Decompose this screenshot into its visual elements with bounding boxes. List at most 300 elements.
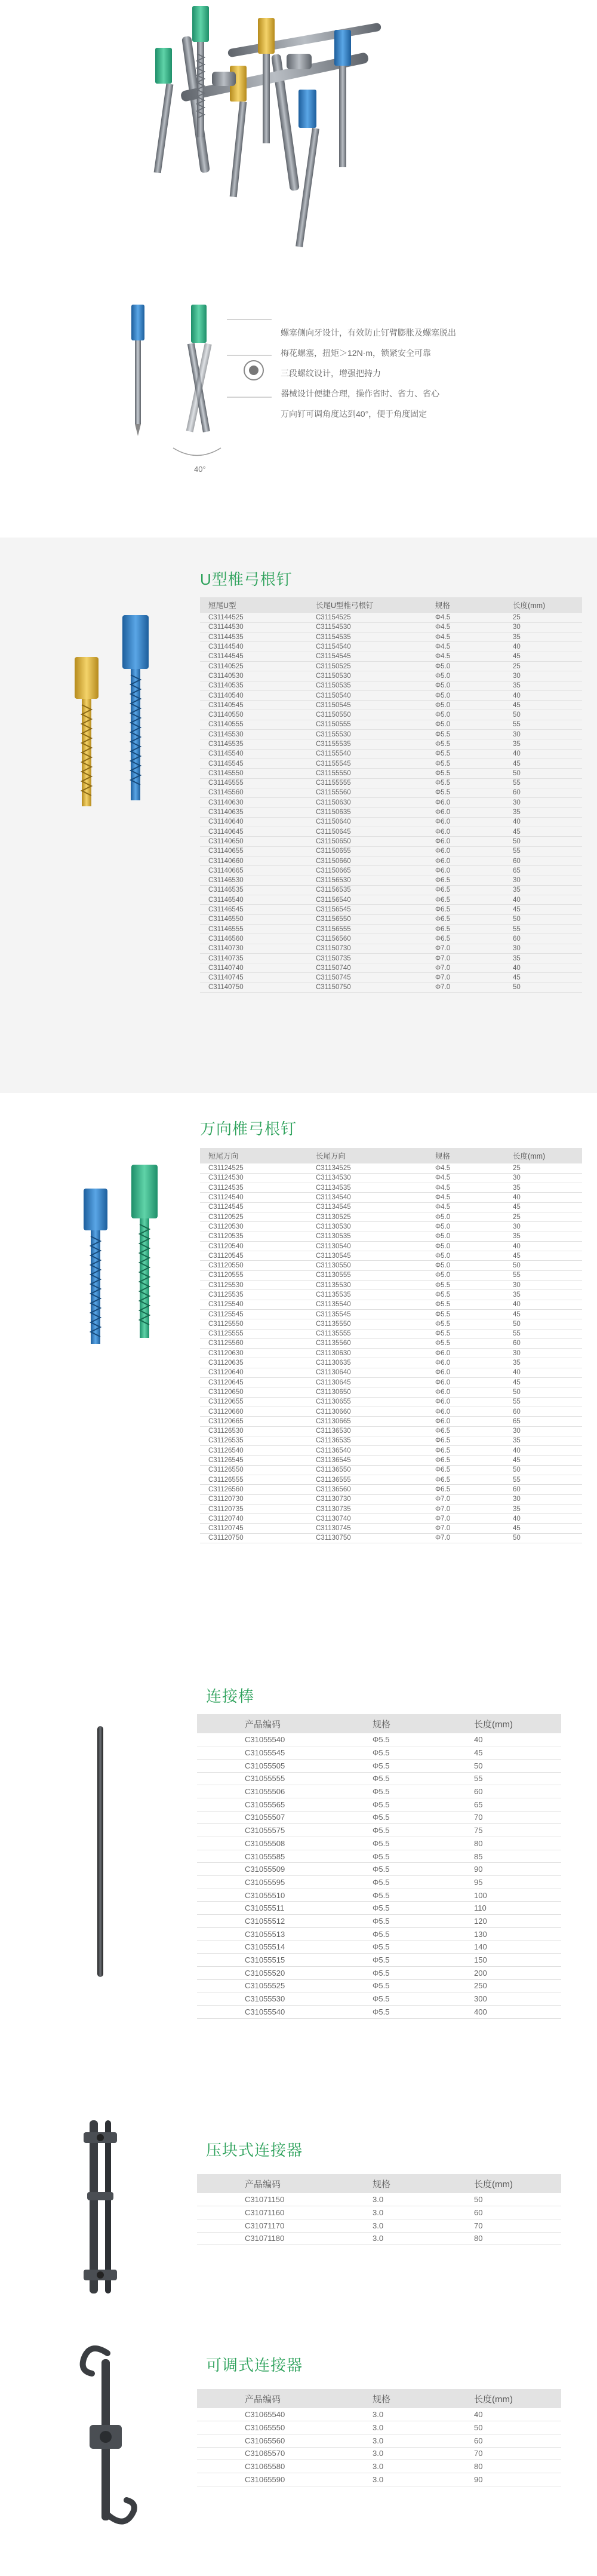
- table-cell: C31065590: [197, 2473, 364, 2486]
- table-cell: C31055510: [197, 1889, 364, 1902]
- table-cell: Φ5.5: [364, 1811, 466, 1824]
- table-cell: 95: [466, 1876, 561, 1889]
- table-cell: 50: [504, 1533, 582, 1543]
- table-cell: C31140745: [200, 973, 307, 982]
- table-cell: C31120540: [200, 1241, 307, 1251]
- table-cell: C31154525: [307, 613, 427, 622]
- table-cell: 65: [466, 1798, 561, 1811]
- table-cell: C31146550: [200, 914, 307, 924]
- table-cell: C31055575: [197, 1824, 364, 1837]
- table-cell: Φ6.0: [427, 798, 504, 808]
- table-cell: 50: [504, 710, 582, 720]
- table-cell: C31136530: [307, 1426, 427, 1436]
- table-row: [200, 1426, 582, 1436]
- table-cell: 35: [504, 633, 582, 642]
- table-cell: Φ7.0: [427, 982, 504, 992]
- table-row: [200, 856, 582, 865]
- table-row: [197, 1785, 561, 1798]
- table-cell: 60: [504, 1338, 582, 1348]
- table-cell: C31055540: [197, 1733, 364, 1746]
- table-cell: Φ4.5: [427, 1183, 504, 1193]
- feature-item: 三段螺纹设计，增强把持力: [281, 369, 381, 378]
- table-cell: C31146545: [200, 905, 307, 914]
- section-title: U型椎弓根钉: [200, 570, 293, 588]
- table-row: [200, 1251, 582, 1261]
- table-cell: C31124525: [200, 1163, 307, 1173]
- table-cell: 35: [504, 1290, 582, 1300]
- table-row: [200, 895, 582, 905]
- table-row: [200, 1173, 582, 1183]
- table-row: [200, 1270, 582, 1280]
- table-cell: C31145530: [200, 730, 307, 739]
- table-cell: 40: [504, 1368, 582, 1377]
- table-cell: 140: [466, 1941, 561, 1954]
- connecting-rod-image: [94, 1726, 106, 1977]
- table-cell: 3.0: [364, 2219, 466, 2232]
- table-cell: C31130555: [307, 1270, 427, 1280]
- table-cell: Φ6.0: [427, 1407, 504, 1416]
- table-cell: 45: [466, 1746, 561, 1760]
- table-cell: 55: [504, 1329, 582, 1338]
- table-cell: C31065570: [197, 2447, 364, 2460]
- table-cell: Φ7.0: [427, 1504, 504, 1513]
- table-cell: C31126545: [200, 1456, 307, 1465]
- table-cell: C31134530: [307, 1173, 427, 1183]
- table-cell: C31065580: [197, 2460, 364, 2473]
- table-row: [197, 1889, 561, 1902]
- table-cell: C31155545: [307, 759, 427, 768]
- table-cell: C31125555: [200, 1329, 307, 1338]
- table-cell: Φ5.5: [364, 1941, 466, 1954]
- column-header: 产品编码: [197, 2389, 364, 2408]
- table-row: [200, 1504, 582, 1513]
- table-cell: C31135535: [307, 1290, 427, 1300]
- table-cell: 80: [466, 2232, 561, 2245]
- table-cell: Φ6.5: [427, 1426, 504, 1436]
- table-cell: 45: [504, 1378, 582, 1387]
- table-cell: C31150530: [307, 671, 427, 681]
- table-cell: Φ5.5: [427, 1309, 504, 1319]
- table-cell: C31055506: [197, 1785, 364, 1798]
- table-cell: C31134545: [307, 1202, 427, 1212]
- table-cell: C31145535: [200, 739, 307, 749]
- table-cell: Φ5.0: [427, 1232, 504, 1241]
- table-cell: 3.0: [364, 2447, 466, 2460]
- table-cell: C31136550: [307, 1465, 427, 1475]
- table-cell: C31140635: [200, 808, 307, 817]
- table-row: [200, 1300, 582, 1309]
- table-cell: C31071180: [197, 2232, 364, 2245]
- table-cell: Φ4.5: [427, 642, 504, 652]
- table-row: [200, 701, 582, 710]
- table-cell: 40: [466, 2408, 561, 2421]
- table-cell: C31065540: [197, 2408, 364, 2421]
- table-cell: C31125550: [200, 1319, 307, 1329]
- table-cell: C31120665: [200, 1417, 307, 1426]
- table-cell: Φ5.5: [364, 1772, 466, 1785]
- table-cell: Φ5.5: [427, 739, 504, 749]
- table-cell: 55: [504, 778, 582, 788]
- table-cell: 60: [504, 934, 582, 944]
- table-cell: C31140630: [200, 798, 307, 808]
- table-cell: 50: [466, 2421, 561, 2434]
- connecting-rod-section: [0, 1648, 597, 2126]
- table-cell: C31150635: [307, 808, 427, 817]
- table-cell: Φ5.0: [427, 1270, 504, 1280]
- feature-section: [0, 287, 597, 484]
- table-cell: C31055555: [197, 1772, 364, 1785]
- table-cell: 40: [504, 817, 582, 827]
- table-cell: C31146535: [200, 885, 307, 895]
- feature-list: [281, 323, 531, 424]
- table-cell: C31140645: [200, 827, 307, 837]
- compression-connector-spec-table: [197, 2174, 561, 2245]
- compression-connector-image: [66, 2108, 137, 2299]
- table-cell: 50: [504, 1387, 582, 1397]
- table-cell: C31140640: [200, 817, 307, 827]
- table-cell: C31124530: [200, 1173, 307, 1183]
- table-cell: C31145540: [200, 749, 307, 759]
- table-cell: 50: [504, 982, 582, 992]
- table-cell: Φ5.0: [427, 710, 504, 720]
- table-row: [200, 613, 582, 622]
- table-cell: 120: [466, 1915, 561, 1928]
- table-row: [200, 808, 582, 817]
- table-row: [197, 2460, 561, 2473]
- table-cell: C31055585: [197, 1850, 364, 1863]
- table-cell: C31150630: [307, 798, 427, 808]
- table-cell: Φ4.5: [427, 1193, 504, 1202]
- table-cell: 130: [466, 1927, 561, 1941]
- table-row: [200, 633, 582, 642]
- table-row: [200, 1407, 582, 1416]
- column-header: 短尾U型: [200, 597, 307, 613]
- table-cell: 35: [504, 1232, 582, 1241]
- u-type-spec-table: [200, 597, 582, 993]
- table-row: [200, 953, 582, 963]
- table-cell: C31055565: [197, 1798, 364, 1811]
- table-cell: 55: [504, 1397, 582, 1407]
- table-cell: Φ6.0: [427, 846, 504, 856]
- table-row: [200, 1193, 582, 1202]
- screw-feature-diagram: [107, 299, 275, 472]
- polyaxial-screws-image: [72, 1159, 179, 1350]
- table-cell: Φ5.5: [427, 1290, 504, 1300]
- table-cell: C31134525: [307, 1163, 427, 1173]
- table-cell: C31055508: [197, 1837, 364, 1850]
- table-cell: C31120530: [200, 1222, 307, 1232]
- table-row: [197, 1798, 561, 1811]
- table-row: [200, 1281, 582, 1290]
- table-cell: C31140650: [200, 837, 307, 846]
- table-cell: 3.0: [364, 2232, 466, 2245]
- table-cell: C31145545: [200, 759, 307, 768]
- table-cell: 45: [504, 759, 582, 768]
- table-cell: C31135545: [307, 1309, 427, 1319]
- table-cell: 60: [504, 856, 582, 865]
- table-row: [200, 739, 582, 749]
- table-cell: C31136540: [307, 1446, 427, 1456]
- table-cell: C31120735: [200, 1504, 307, 1513]
- table-cell: Φ5.5: [364, 1850, 466, 1863]
- table-row: [200, 1397, 582, 1407]
- table-cell: Φ5.0: [427, 720, 504, 729]
- table-cell: 70: [466, 2447, 561, 2460]
- table-cell: Φ6.0: [427, 1349, 504, 1358]
- table-row: [200, 817, 582, 827]
- table-row: [200, 1319, 582, 1329]
- table-cell: 40: [504, 1300, 582, 1309]
- table-cell: C31150740: [307, 963, 427, 973]
- table-row: [197, 1915, 561, 1928]
- table-cell: C31150525: [307, 661, 427, 671]
- table-cell: C31126540: [200, 1446, 307, 1456]
- table-cell: C31150550: [307, 710, 427, 720]
- table-cell: C31156550: [307, 914, 427, 924]
- table-row: [200, 1309, 582, 1319]
- table-cell: 30: [504, 798, 582, 808]
- table-row: [200, 944, 582, 953]
- table-row: [197, 1837, 561, 1850]
- connecting-rod-spec-table: [197, 1714, 561, 2019]
- table-cell: Φ5.5: [427, 1300, 504, 1309]
- table-cell: C31140525: [200, 661, 307, 671]
- table-cell: 90: [466, 2473, 561, 2486]
- table-cell: Φ6.5: [427, 1475, 504, 1485]
- table-cell: 55: [504, 925, 582, 934]
- table-cell: C31126560: [200, 1485, 307, 1494]
- table-cell: C31055545: [197, 1746, 364, 1760]
- table-cell: C31154530: [307, 622, 427, 632]
- table-cell: C31156535: [307, 885, 427, 895]
- table-cell: Φ5.5: [364, 2005, 466, 2018]
- table-cell: C31130730: [307, 1494, 427, 1504]
- table-cell: 30: [504, 622, 582, 632]
- table-cell: C31155540: [307, 749, 427, 759]
- table-cell: C31125535: [200, 1290, 307, 1300]
- table-cell: 3.0: [364, 2206, 466, 2219]
- table-row: [200, 963, 582, 973]
- table-cell: C31155550: [307, 769, 427, 778]
- table-cell: 110: [466, 1902, 561, 1915]
- table-row: [200, 925, 582, 934]
- table-cell: C31055513: [197, 1927, 364, 1941]
- table-cell: Φ6.0: [427, 827, 504, 837]
- table-cell: C31134540: [307, 1193, 427, 1202]
- table-cell: C31120750: [200, 1533, 307, 1543]
- table-row: [200, 1465, 582, 1475]
- table-cell: Φ6.5: [427, 895, 504, 905]
- table-cell: Φ5.5: [364, 1889, 466, 1902]
- table-cell: 30: [504, 671, 582, 681]
- table-row: [197, 2232, 561, 2245]
- table-cell: C31145550: [200, 769, 307, 778]
- table-cell: Φ4.5: [427, 622, 504, 632]
- table-row: [200, 1378, 582, 1387]
- table-cell: C31055509: [197, 1863, 364, 1876]
- table-cell: C31130645: [307, 1378, 427, 1387]
- table-cell: Φ6.5: [427, 885, 504, 895]
- table-row: [200, 1475, 582, 1485]
- column-header: 长尾U型椎弓根钉: [307, 597, 427, 613]
- table-row: [200, 661, 582, 671]
- table-cell: C31126530: [200, 1426, 307, 1436]
- table-cell: 30: [504, 1426, 582, 1436]
- table-row: [197, 2005, 561, 2018]
- table-cell: Φ6.5: [427, 925, 504, 934]
- table-cell: C31136535: [307, 1436, 427, 1445]
- table-cell: 45: [504, 1456, 582, 1465]
- table-row: [200, 749, 582, 759]
- feature-item: 万向钉可调角度达到40°，便于角度固定: [281, 409, 427, 419]
- table-row: [197, 1824, 561, 1837]
- table-cell: C31120745: [200, 1524, 307, 1533]
- table-cell: C31130545: [307, 1251, 427, 1261]
- table-row: [200, 1485, 582, 1494]
- table-row: [200, 973, 582, 982]
- table-row: [200, 690, 582, 700]
- table-cell: C31155535: [307, 739, 427, 749]
- table-cell: Φ5.5: [364, 1876, 466, 1889]
- table-cell: Φ6.0: [427, 1368, 504, 1377]
- table-cell: C31055514: [197, 1941, 364, 1954]
- table-cell: Φ5.5: [364, 1798, 466, 1811]
- table-cell: C31140530: [200, 671, 307, 681]
- table-cell: C31136560: [307, 1485, 427, 1494]
- table-cell: 250: [466, 1979, 561, 1992]
- table-cell: 45: [504, 1309, 582, 1319]
- table-cell: Φ5.5: [364, 1837, 466, 1850]
- table-cell: C31146560: [200, 934, 307, 944]
- table-row: [197, 2473, 561, 2486]
- table-row: [197, 1966, 561, 1979]
- table-row: [200, 778, 582, 788]
- table-row: [200, 1261, 582, 1270]
- feature-item: 梅花螺塞，扭矩＞12N·m，锁紧安全可靠: [281, 348, 432, 358]
- table-cell: 30: [504, 1494, 582, 1504]
- table-cell: 35: [504, 953, 582, 963]
- table-cell: C31130660: [307, 1407, 427, 1416]
- table-cell: Φ5.5: [364, 1863, 466, 1876]
- table-cell: 35: [504, 681, 582, 690]
- table-cell: C31124545: [200, 1202, 307, 1212]
- table-cell: Φ5.5: [427, 1319, 504, 1329]
- table-cell: 40: [504, 749, 582, 759]
- column-header: 规格: [364, 2174, 466, 2193]
- table-cell: C31144525: [200, 613, 307, 622]
- table-cell: Φ5.5: [427, 730, 504, 739]
- table-cell: C31055515: [197, 1954, 364, 1967]
- table-cell: C31120635: [200, 1358, 307, 1368]
- table-row: [200, 720, 582, 729]
- table-cell: C31150730: [307, 944, 427, 953]
- table-row: [200, 681, 582, 690]
- table-row: [200, 1494, 582, 1504]
- table-cell: 40: [504, 690, 582, 700]
- column-header: 规格: [427, 597, 504, 613]
- table-cell: C31055525: [197, 1979, 364, 1992]
- table-cell: C31130745: [307, 1524, 427, 1533]
- table-cell: C31140550: [200, 710, 307, 720]
- table-cell: C31144540: [200, 642, 307, 652]
- table-cell: Φ5.5: [364, 1746, 466, 1760]
- table-cell: C31150660: [307, 856, 427, 865]
- table-cell: Φ5.0: [427, 1261, 504, 1270]
- table-cell: C31140540: [200, 690, 307, 700]
- hero-section: [0, 0, 597, 281]
- table-row: [197, 1941, 561, 1954]
- table-cell: Φ5.5: [364, 1992, 466, 2006]
- table-cell: Φ5.0: [427, 671, 504, 681]
- table-cell: Φ5.5: [364, 1785, 466, 1798]
- table-cell: Φ5.0: [427, 1212, 504, 1221]
- table-cell: C31156545: [307, 905, 427, 914]
- table-cell: 55: [504, 1475, 582, 1485]
- table-row: [200, 788, 582, 797]
- table-cell: C31120535: [200, 1232, 307, 1241]
- table-cell: 40: [504, 1241, 582, 1251]
- table-cell: 50: [504, 1319, 582, 1329]
- table-row: [197, 1876, 561, 1889]
- table-cell: Φ6.0: [427, 1417, 504, 1426]
- table-cell: 150: [466, 1954, 561, 1967]
- table-cell: 45: [504, 973, 582, 982]
- table-cell: C31140735: [200, 953, 307, 963]
- table-cell: C31120660: [200, 1407, 307, 1416]
- table-cell: C31120645: [200, 1378, 307, 1387]
- table-cell: 200: [466, 1966, 561, 1979]
- table-cell: C31055540: [197, 2005, 364, 2018]
- table-cell: C31120555: [200, 1270, 307, 1280]
- table-cell: Φ5.5: [427, 749, 504, 759]
- table-cell: C31120550: [200, 1261, 307, 1270]
- section-title: 连接棒: [206, 1687, 255, 1705]
- adjustable-connector-spec-table: [197, 2389, 561, 2486]
- table-cell: C31130525: [307, 1212, 427, 1221]
- table-row: [200, 1232, 582, 1241]
- table-cell: 55: [504, 846, 582, 856]
- table-cell: 65: [504, 1417, 582, 1426]
- table-cell: C31130540: [307, 1241, 427, 1251]
- table-cell: C31146540: [200, 895, 307, 905]
- table-row: [197, 1979, 561, 1992]
- table-cell: 55: [504, 720, 582, 729]
- table-cell: C31146555: [200, 925, 307, 934]
- table-cell: Φ6.5: [427, 1485, 504, 1494]
- table-cell: 45: [504, 701, 582, 710]
- table-row: [197, 2206, 561, 2219]
- table-row: [200, 876, 582, 885]
- table-row: [200, 1349, 582, 1358]
- table-cell: Φ5.0: [427, 681, 504, 690]
- table-cell: 3.0: [364, 2408, 466, 2421]
- table-cell: 3.0: [364, 2473, 466, 2486]
- table-row: [200, 827, 582, 837]
- table-cell: Φ7.0: [427, 1494, 504, 1504]
- table-cell: C31130530: [307, 1222, 427, 1232]
- table-cell: 55: [504, 1270, 582, 1280]
- table-cell: C31135550: [307, 1319, 427, 1329]
- table-cell: Φ4.5: [427, 652, 504, 661]
- column-header: 产品编码: [197, 1714, 364, 1733]
- table-cell: 60: [466, 2434, 561, 2447]
- table-cell: Φ5.0: [427, 690, 504, 700]
- table-cell: Φ4.5: [427, 1173, 504, 1183]
- table-cell: 35: [504, 808, 582, 817]
- table-cell: C31124540: [200, 1193, 307, 1202]
- table-row: [197, 1992, 561, 2006]
- table-row: [200, 905, 582, 914]
